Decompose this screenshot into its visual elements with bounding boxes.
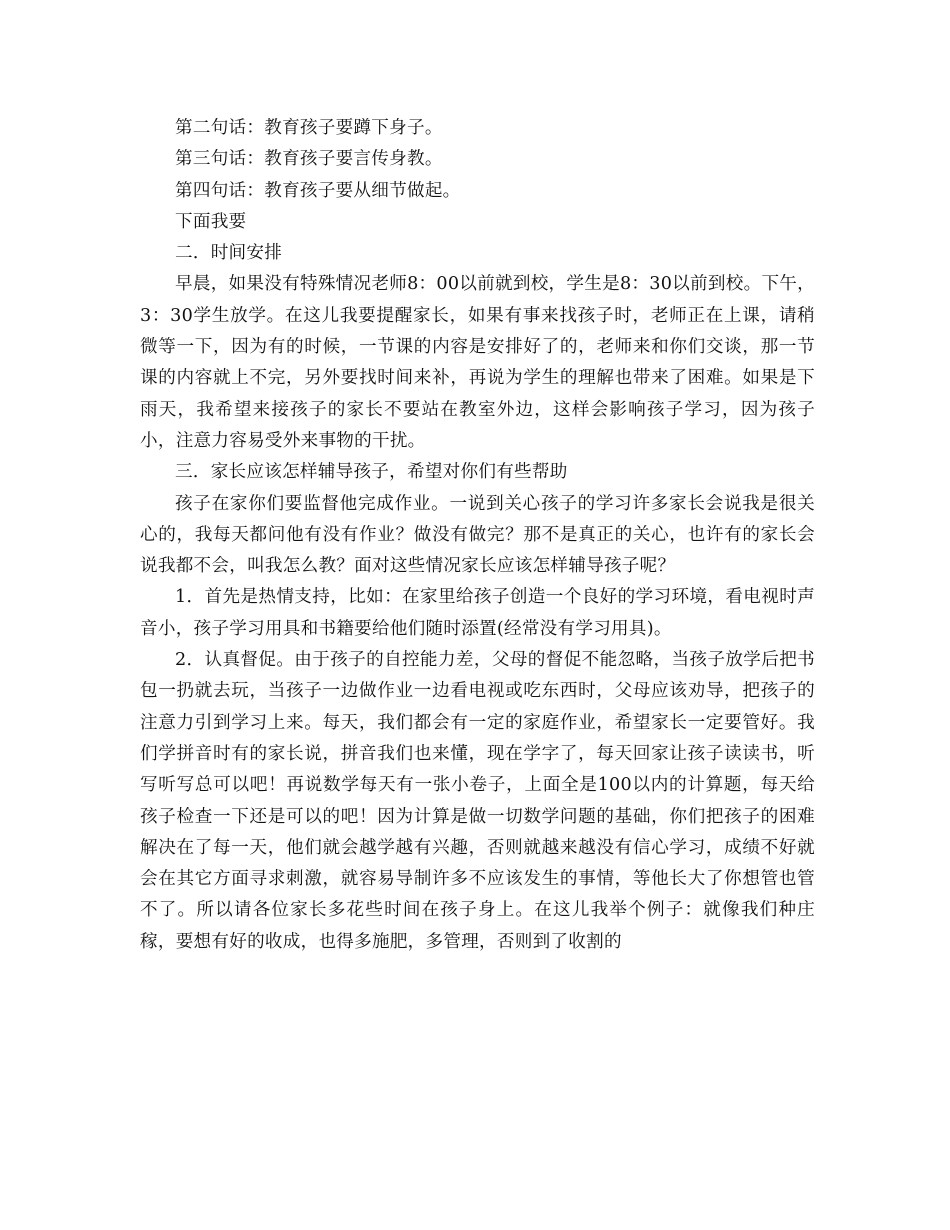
- paragraph-point-1: 1．首先是热情支持，比如：在家里给孩子创造一个良好的学习环境，看电视时声音小，孩子学习用具和书籍要给他们随时添置(经常没有学习用具)。: [140, 587, 815, 639]
- paragraph-point-2: 2．认真督促。由于孩子的自控能力差，父母的督促不能忽略，当孩子放学后把书包一扔就去玩，当孩子一边做作业一边看电视或吃东西时，父母应该劝导，把孩子的注意力引到学习上来。每天，我们都会有一定的家庭作业，希望家长一定要管好。我们学拼音时有的家长说，拼音我们也来懂，现在学字了，每天回家让孩子读读书，听写听写总可以吧！再说数学每天有一张小卷子，上面全是100以内的计算题，每天给孩子检查一下还是可以的吧！因为计算是做一切数学问题的基础，你们把孩子的困难解决在了每一天，他们就会越学越有兴趣，否则就越来越没有信心学习，成绩不好就会在其它方面寻求刺激，就容易导制许多不应该发生的事情，等他长大了你想管也管不了。所以请各位家长多花些时间在孩子身上。在这儿我举个例子：就像我们种庄稼，要想有好的收成，也得多施肥，多管理，否则到了收割的: [140, 650, 815, 952]
- paragraph-fourth-saying: 第四句话：教育孩子要从细节做起。: [175, 180, 461, 201]
- document-body: [140, 113, 815, 958]
- section-heading-parent-guidance: 三．家长应该怎样辅导孩子，希望对你们有些帮助: [175, 462, 568, 483]
- paragraph-third-saying: 第三句话：教育孩子要言传身教。: [175, 149, 443, 170]
- paragraph-second-saying: 第二句话：教育孩子要蹲下身子。: [175, 118, 443, 138]
- paragraph-parent-supervision: 孩子在家你们要监督他完成作业。一说到关心孩子的学习许多家长会说我是很关心的，我每天都问他有没有作业？做没有做完？那不是真正的关心，也许有的家长会说我都不会，叫我怎么教？面对这些情况家长应该怎样辅导孩子呢？: [140, 493, 815, 577]
- section-heading-time-arrangement: 二．时间安排: [175, 243, 283, 264]
- paragraph-transition: 下面我要: [175, 211, 247, 232]
- paragraph-time-arrangement: 早晨，如果没有特殊情况老师8：00以前就到校，学生是8：30以前到校。下午，3：30学生放学。在这儿我要提醒家长，如果有事来找孩子时，老师正在上课，请稍微等一下，因为有的时候，一节课的内容是安排好了的，老师来和你们交谈，那一节课的内容就上不完，另外要找时间来补，再说为学生的理解也带来了困难。如果是下雨天，我希望来接孩子的家长不要站在教室外边，这样会影响孩子学习，因为孩子小，注意力容易受外来事物的干扰。: [140, 274, 815, 451]
